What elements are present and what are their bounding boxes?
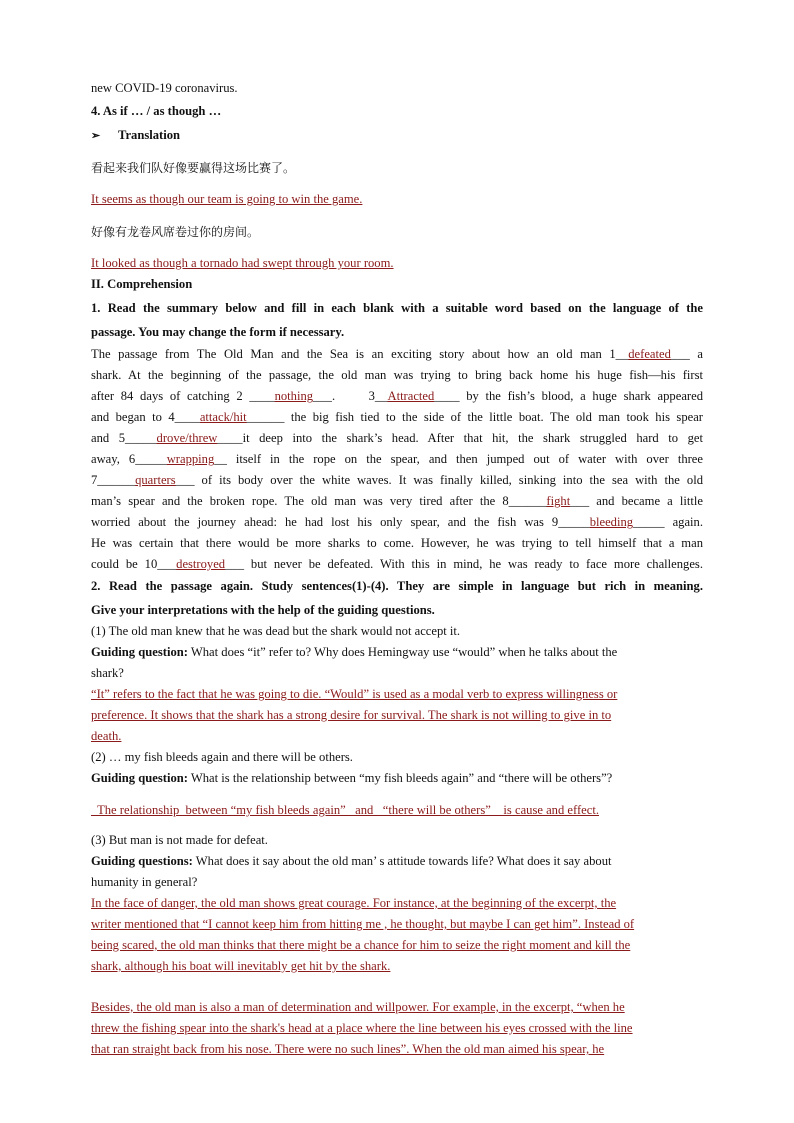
sentence-3: (3) But man is not made for defeat. xyxy=(91,833,268,847)
answer-1-line: preference. It shows that the shark has a strong desire for survival. The shark is not willing to give in to xyxy=(91,708,612,722)
blank-answer: bleeding xyxy=(589,515,634,529)
blank-answer: wrapping xyxy=(166,452,215,466)
q1-instruction-line1: 1. Read the summary below and fill in each blank with a suitable word based on the language of the xyxy=(91,301,703,315)
blank-answer: fight xyxy=(546,494,571,508)
answer-2-line: The relationship between “my fish bleeds again” and “there will be others” is cause and effect. xyxy=(91,803,599,817)
summary-line: He was certain that there would be more sharks to come. However, he was trying to tell himself that a man xyxy=(91,536,703,550)
sentence-2: (2) … my fish bleeds again and there will be others. xyxy=(91,750,353,764)
answer-3-line: In the face of danger, the old man shows great courage. For instance, at the beginning of the excerpt, the xyxy=(91,896,617,910)
blank-answer: nothing xyxy=(274,389,314,403)
answer-3b-line: Besides, the old man is also a man of determination and willpower. For example, in the excerpt, “when he xyxy=(91,1000,625,1014)
guiding-question-1: Guiding question: What does “it” refer to? Why does Hemingway use “would” when he talks about the xyxy=(91,645,618,659)
translation-answer-1: It seems as though our team is going to win the game. xyxy=(91,192,363,206)
blank-answer: Attracted xyxy=(387,389,435,403)
translation-heading xyxy=(91,127,180,144)
summary-line: and 5_____drove/threw____it deep into the shark’s head. After that hit, the shark struggled hard to get xyxy=(91,431,703,445)
q2-instruction-line2: Give your interpretations with the help of the guiding questions. xyxy=(91,603,435,617)
answer-1-line: death. xyxy=(91,729,122,743)
answer-3-line: writer mentioned that “I cannot keep him from hitting me , he thought, but maybe I can get him”. Instead of xyxy=(91,917,635,931)
guiding-question-1-cont: shark? xyxy=(91,666,124,680)
guiding-question-3: Guiding questions: What does it say about the old man’ s attitude towards life? What does it say about xyxy=(91,854,612,868)
summary-line: worried about the journey ahead: he had lost his only spear, and the fish was 9_____bleeding_____ again. xyxy=(91,515,703,529)
summary-line: The passage from The Old Man and the Sea is an exciting story about how an old man 1__defeated___ a xyxy=(91,347,703,361)
summary-line: man’s spear and the broken rope. The old man was very tired after the 8______fight___ and became a little xyxy=(91,494,703,508)
guiding-question-3-cont: humanity in general? xyxy=(91,875,198,889)
answer-3-line: shark, although his boat will inevitably get hit by the shark. xyxy=(91,959,391,973)
comprehension-heading: II. Comprehension xyxy=(91,277,193,291)
summary-line: 7______quarters___ of its body over the white waves. It was finally killed, sinking into the sea with the old xyxy=(91,473,703,487)
answer-3b-line: that ran straight back from his nose. There were no such lines”. When the old man aimed his spear, he xyxy=(91,1042,605,1056)
intro-tail: new COVID-19 coronavirus. xyxy=(91,81,238,95)
summary-line: away, 6_____wrapping__ itself in the rope on the spear, and then jumped out of water with over three xyxy=(91,452,703,466)
blank-answer: quarters xyxy=(135,473,176,487)
blank-answer: defeated xyxy=(628,347,671,361)
answer-3b-line: threw the fishing spear into the shark's head at a place where the line between his eyes crossed with the line xyxy=(91,1021,633,1035)
translation-cn-2: 好像有龙卷风席卷过你的房间。 xyxy=(91,225,260,239)
sentence-1: (1) The old man knew that he was dead but the shark would not accept it. xyxy=(91,624,461,638)
arrow-bullet-icon: ➢ xyxy=(91,130,101,142)
q1-instruction-line2: passage. You may change the form if necessary. xyxy=(91,325,345,339)
summary-line: shark. At the beginning of the passage, the old man was trying to bring back home his huge fish—his first xyxy=(91,368,703,382)
summary-line: after 84 days of catching 2 ____nothing___. 3__Attracted____ by the fish’s blood, a huge shark appeared xyxy=(91,389,703,403)
summary-line: and began to 4____attack/hit______ the big fish tied to the side of the little boat. The old man took his spear xyxy=(91,410,703,424)
q2-instruction-line1: 2. Read the passage again. Study sentences(1)-(4). They are simple in language but rich in meaning. xyxy=(91,579,703,593)
translation-label: Translation xyxy=(118,128,181,142)
translation-answer-2: It looked as though a tornado had swept through your room. xyxy=(91,256,394,270)
guiding-question-2: Guiding question: What is the relationship between “my fish bleeds again” and “there will be others”? xyxy=(91,771,613,785)
summary-line: could be 10___destroyed___ but never be defeated. With this in mind, he was ready to face more challenges. xyxy=(91,557,703,571)
blank-answer: destroyed xyxy=(176,557,226,571)
blank-answer: drove/threw xyxy=(156,431,218,445)
blank-answer: attack/hit xyxy=(199,410,247,424)
section4-heading: 4. As if … / as though … xyxy=(91,104,222,118)
answer-3-line: being scared, the old man thinks that there might be a chance for him to seize the right moment and kill the xyxy=(91,938,631,952)
translation-cn-1: 看起来我们队好像要赢得这场比赛了。 xyxy=(91,161,296,175)
answer-1-line: “It” refers to the fact that he was going to die. “Would” is used as a modal verb to express willingness or xyxy=(91,687,618,701)
